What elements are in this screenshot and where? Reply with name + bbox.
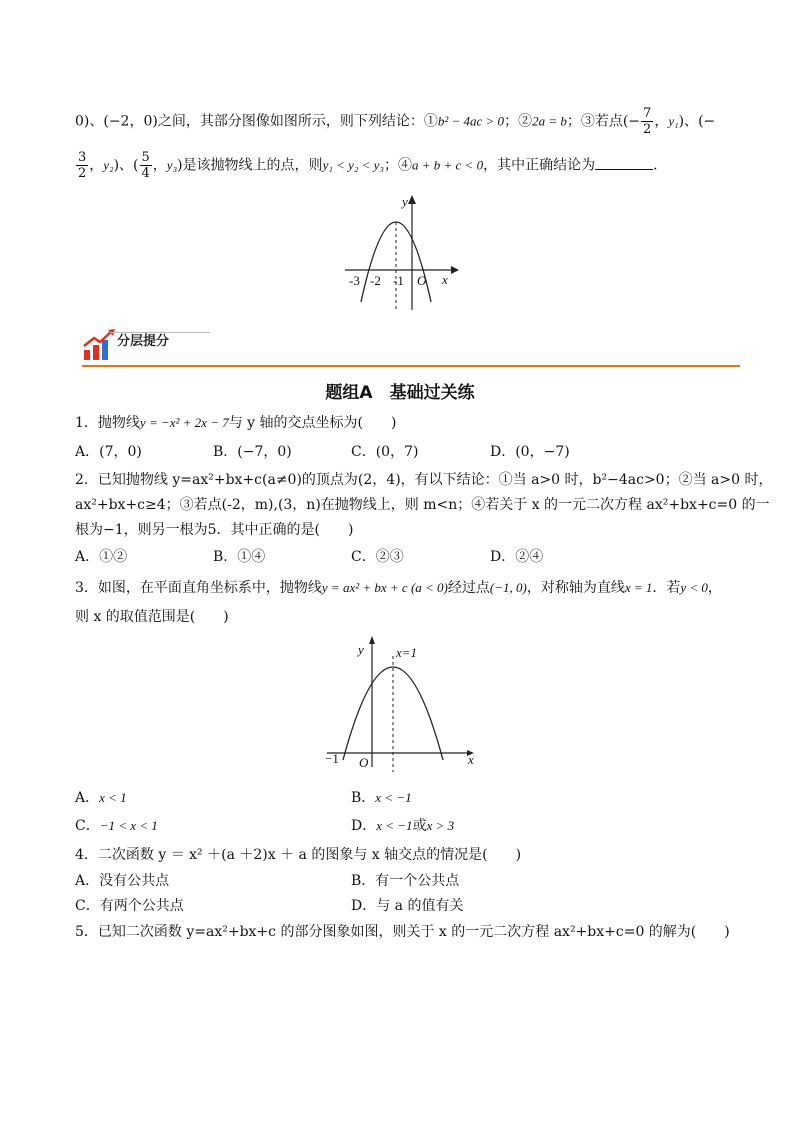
intro-text: ；③若点(− [566, 113, 641, 130]
q1-stem [75, 413, 396, 433]
tick-label: -1 [393, 273, 404, 288]
option-formula: x < 1 [99, 790, 127, 805]
conclusion-3-formula: y₁ < y₂ < y₃ [322, 157, 384, 173]
q2-option-b[interactable]: B．①④ [213, 549, 266, 565]
origin-label: O [359, 755, 369, 770]
parabola-graph-1 [343, 192, 463, 312]
fraction-5-4 [140, 150, 152, 181]
frac-den: 4 [141, 166, 150, 181]
q5-stem: 5．已知二次函数 y=ax²+bx+c 的部分图象如图，则关于 x 的一元二次方程 ax²+bx+c=0 的解为( ) [75, 924, 730, 940]
intro-text: ，其中正确结论为 [483, 157, 596, 174]
intro-text: 0)、(−2，0)之间，其部分图像如图所示，则下列结论：① [75, 113, 438, 130]
intro-text: ；② [504, 113, 533, 130]
conclusion-4-formula: a + b + c < 0 [411, 157, 484, 173]
frac-num: 5 [141, 150, 150, 165]
q2-option-d[interactable]: D．②④ [490, 549, 544, 565]
option-letter: C． [75, 818, 100, 834]
intro-text: ， [89, 157, 104, 174]
intro-text: )、( [113, 157, 139, 174]
banner-label: 分层提分 [117, 334, 170, 349]
fraction-7-2 [641, 106, 653, 137]
y-axis-arrow-icon [369, 636, 375, 644]
conclusion-1-formula: b² − 4ac > 0 [437, 113, 505, 129]
q4-option-b[interactable]: B．有一个公共点 [351, 873, 460, 889]
q3-text: 3．如图，在平面直角坐标系中，抛物线 [75, 580, 322, 596]
parabola-graph-3 [322, 632, 482, 772]
banner-divider [82, 365, 740, 367]
symmetry-label: x=1 [396, 645, 418, 660]
var-y2: y₂ [103, 157, 114, 173]
q3-text: 经过点 [447, 580, 490, 596]
tick-label: -3 [349, 273, 360, 288]
q3-option-b[interactable] [351, 788, 412, 808]
option-formula: x > 3 [426, 818, 455, 833]
q3-text: ，对称轴为直线 [526, 580, 625, 596]
intro-line-2 [75, 150, 667, 181]
q3-text: ．若 [652, 580, 681, 596]
q4-option-c[interactable]: C．有两个公共点 [75, 898, 184, 914]
x-label: x [442, 272, 448, 287]
q3-point: (−1, 0) [489, 580, 527, 595]
conclusion-2-formula: 2a = b [532, 113, 567, 129]
option-letter: B． [351, 790, 376, 806]
intro-text: ， [152, 157, 167, 174]
option-letter: D． [351, 818, 377, 834]
y-axis-arrow-icon [408, 195, 416, 204]
q1-text: 1．抛物线 [75, 415, 140, 431]
q2-stem-line-1: 2．已知抛物线 y=ax²+bx+c(a≠0)的顶点为(2，4)，有以下结论：①当 a>0 时，b²−4ac>0；②当 a>0 时， [75, 472, 773, 488]
answer-blank[interactable] [595, 155, 653, 170]
section-title: 题组A 基础过关练 [325, 383, 475, 403]
q2-option-c[interactable]: C．②③ [351, 549, 404, 565]
q3-option-a[interactable] [75, 788, 127, 808]
frac-num: 3 [78, 150, 87, 165]
x-axis-arrow-icon [451, 266, 459, 274]
intro-text: )、(− [678, 113, 716, 130]
intro-line-1 [75, 106, 715, 137]
option-connector: 或 [412, 818, 427, 834]
option-formula: x < −1 [376, 818, 413, 833]
q3-option-c[interactable] [75, 816, 158, 836]
frac-den: 2 [78, 166, 87, 181]
origin-label: O [417, 273, 427, 288]
frac-num: 7 [643, 106, 652, 121]
intro-text: ；④ [383, 157, 412, 174]
rising-chart-icon [82, 328, 118, 364]
option-letter: A． [75, 790, 100, 806]
option-formula: x < −1 [375, 790, 412, 805]
var-y1: y₁ [668, 113, 679, 129]
q3-formula: y = ax² + bx + c (a < 0) [321, 580, 448, 595]
intro-text: ， [654, 113, 669, 130]
intro-text: ． [653, 157, 668, 174]
q3-stem-line-2: 则 x 的取值范围是( ) [75, 609, 229, 625]
q1-formula: y = −x² + 2x − 7 [139, 415, 229, 430]
q1-option-b[interactable]: B．(−7，0) [213, 444, 292, 460]
q1-option-d[interactable]: D．(0，−7) [490, 444, 570, 460]
q3-condition: y < 0 [680, 580, 708, 595]
tick-label: -2 [370, 273, 381, 288]
q2-stem-line-3: 根为−1，则另一根为5．其中正确的是( ) [75, 522, 354, 538]
q4-option-d[interactable]: D．与 a 的值有关 [351, 898, 464, 914]
x-label: x [468, 752, 474, 767]
intro-text: )是该抛物线上的点，则 [177, 157, 323, 174]
y-label: y [402, 194, 408, 209]
q3-option-d[interactable] [351, 816, 454, 836]
banner-top-rule [110, 332, 210, 333]
fraction-3-2 [76, 150, 88, 181]
q1-text: 与 y 轴的交点坐标为( ) [228, 415, 397, 431]
option-formula: −1 < x < 1 [99, 818, 158, 833]
q1-option-c[interactable]: C．(0，7) [351, 444, 419, 460]
q2-option-a[interactable]: A．①② [75, 549, 128, 565]
q3-text: ， [707, 580, 722, 596]
frac-den: 2 [643, 122, 652, 137]
tick-label: −1 [325, 751, 339, 766]
q2-stem-line-2: ax²+bx+c≥4；③若点(-2，m),(3，n)在抛物线上，则 m<n；④若关于 x 的一元二次方程 ax²+bx+c=0 的一 [75, 497, 770, 513]
q3-axis-formula: x = 1 [624, 580, 653, 595]
q4-stem: 4．二次函数 y ＝ x² ＋(a ＋2)x ＋ a 的图象与 x 轴交点的情况是( ) [75, 847, 522, 863]
var-y3: y₃ [166, 157, 178, 173]
q1-option-a[interactable]: A．(7，0) [75, 444, 142, 460]
q3-stem-line-1 [75, 578, 722, 598]
y-label: y [358, 642, 364, 657]
q4-option-a[interactable]: A．没有公共点 [75, 873, 170, 889]
